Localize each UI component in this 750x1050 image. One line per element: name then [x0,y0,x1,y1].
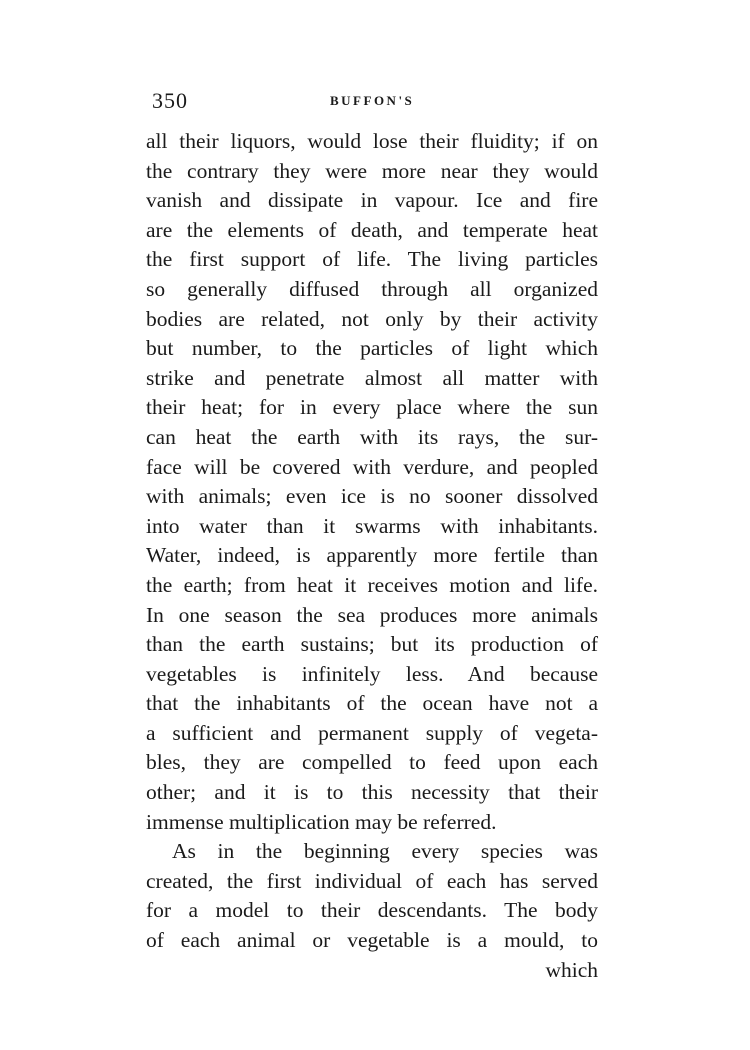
catchword: which [545,957,598,982]
page-number: 350 [152,88,188,113]
body-text [146,127,598,985]
text-line: immense multiplication may be referred. [146,809,497,834]
text-line: with animals; even ice is no sooner dissolved [146,484,598,509]
text-line: for a model to their descendants. The body [146,898,598,923]
text-line: are the elements of death, and temperate heat [146,217,598,242]
text-line: strike and penetrate almost all matter with [146,365,598,390]
text-line: bodies are related, not only by their activity [146,306,598,331]
text-line: all their liquors, would lose their fluidity; if on [146,129,598,153]
text-line: that the inhabitants of the ocean have not a [146,691,598,716]
text-line: the earth; from heat it receives motion and life. [146,572,598,597]
text-line: In one season the sea produces more animals [146,602,598,627]
text-line: vegetables is infinitely less. And because [146,661,598,686]
text-line: the first support of life. The living particles [146,247,598,272]
text-line: created, the first individual of each has served [146,868,598,893]
text-line: bles, they are compelled to feed upon each [146,750,598,775]
text-line: a sufficient and permanent supply of vegeta- [146,720,598,745]
text-line: other; and it is to this necessity that their [146,780,598,805]
text-line: can heat the earth with its rays, the sur- [146,424,598,449]
text-line: but number, to the particles of light which [146,336,598,361]
text-line: into water than it swarms with inhabitants. [146,513,598,538]
text-line: vanish and dissipate in vapour. Ice and fire [146,188,598,213]
page-header [146,88,596,118]
text-line: than the earth sustains; but its production of [146,632,598,657]
running-head: BUFFON'S [330,93,415,108]
text-line: their heat; for in every place where the sun [146,395,598,420]
text-line: the contrary they were more near they would [146,158,598,183]
text-line: so generally diffused through all organized [146,276,598,301]
text-line: Water, indeed, is apparently more fertile than [146,543,598,568]
paragraph-start-line: As in the beginning every species was [172,839,598,864]
text-line: face will be covered with verdure, and peopled [146,454,598,479]
text-line: of each animal or vegetable is a mould, to [146,928,598,953]
